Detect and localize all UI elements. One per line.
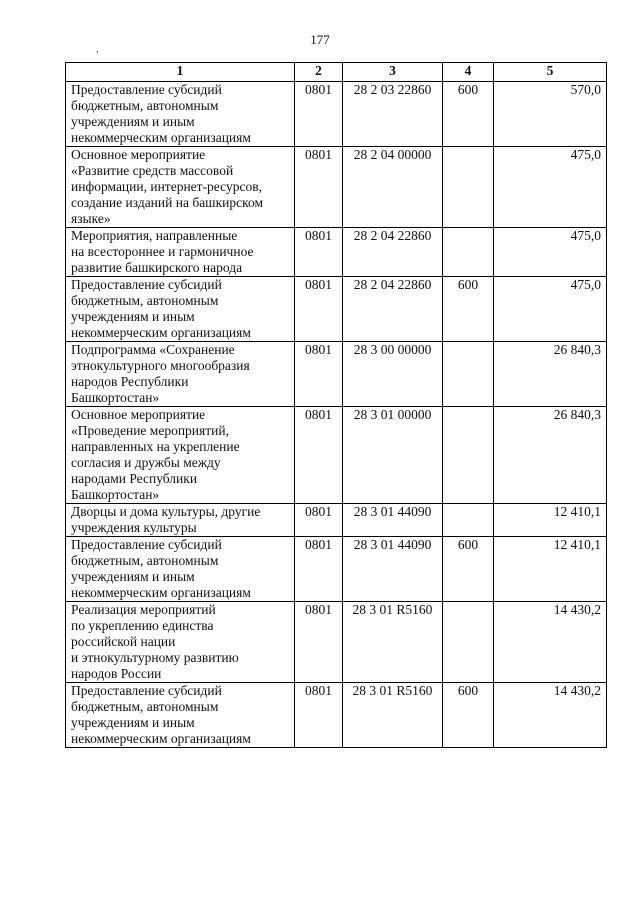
cell-section: 0801 [295, 228, 343, 277]
name-line: некоммерческим организациям [71, 585, 251, 600]
page-number: 177 [310, 32, 330, 47]
cell-amount: 14 430,2 [494, 683, 607, 748]
table-row [66, 82, 607, 147]
cell-type: 600 [443, 537, 494, 602]
name-line: бюджетным, автономным [71, 98, 219, 113]
cell-name [66, 277, 295, 342]
name-line: развитие башкирского народа [71, 260, 243, 275]
cell-name [66, 82, 295, 147]
name-line: Предоставление субсидий [71, 537, 222, 552]
cell-type [443, 504, 494, 537]
name-line: некоммерческим организациям [71, 325, 251, 340]
name-line: учреждениям и иным [71, 569, 195, 584]
cell-code: 28 3 01 44090 [343, 537, 443, 602]
table-row [66, 407, 607, 504]
name-line: Башкортостан» [71, 487, 160, 502]
header-row [66, 63, 607, 82]
name-line: Предоставление субсидий [71, 683, 222, 698]
name-line: учреждениям и иным [71, 309, 195, 324]
cell-name [66, 147, 295, 228]
name-line: языке» [71, 211, 111, 226]
name-line: Дворцы и дома культуры, другие [71, 504, 261, 519]
cell-name [66, 504, 295, 537]
name-line: учреждениям и иным [71, 715, 195, 730]
table-row [66, 537, 607, 602]
cell-amount: 475,0 [494, 147, 607, 228]
cell-type [443, 147, 494, 228]
name-line: некоммерческим организациям [71, 731, 251, 746]
table-row [66, 683, 607, 748]
cell-type [443, 342, 494, 407]
table-body [66, 82, 607, 748]
table-row [66, 277, 607, 342]
table-row [66, 504, 607, 537]
cell-code: 28 2 04 00000 [343, 147, 443, 228]
name-line: Реализация мероприятий [71, 602, 216, 617]
name-line: и этнокультурному развитию [71, 650, 239, 665]
name-line: бюджетным, автономным [71, 293, 219, 308]
cell-amount: 14 430,2 [494, 602, 607, 683]
cell-type: 600 [443, 277, 494, 342]
name-line: Основное мероприятие [71, 407, 206, 422]
name-line: Подпрограмма «Сохранение [71, 342, 235, 357]
col-header-amount: 5 [494, 63, 607, 82]
cell-code: 28 3 00 00000 [343, 342, 443, 407]
cell-name [66, 228, 295, 277]
name-line: некоммерческим организациям [71, 130, 251, 145]
cell-code: 28 2 04 22860 [343, 228, 443, 277]
table-row [66, 602, 607, 683]
name-line: по укреплению единства [71, 618, 214, 633]
cell-name [66, 407, 295, 504]
cell-amount: 570,0 [494, 82, 607, 147]
cell-code: 28 3 01 R5160 [343, 683, 443, 748]
name-line: учреждения культуры [71, 520, 197, 535]
cell-name [66, 683, 295, 748]
cell-section: 0801 [295, 537, 343, 602]
cell-section: 0801 [295, 342, 343, 407]
col-header-name: 1 [66, 63, 295, 82]
cell-type [443, 228, 494, 277]
name-line: «Проведение мероприятий, [71, 423, 229, 438]
name-line: этнокультурного многообразия [71, 358, 250, 373]
name-line: Основное мероприятие [71, 147, 206, 162]
cell-amount: 26 840,3 [494, 407, 607, 504]
cell-section: 0801 [295, 277, 343, 342]
cell-type: 600 [443, 82, 494, 147]
col-header-section: 2 [295, 63, 343, 82]
budget-table [65, 62, 607, 748]
name-line: Предоставление субсидий [71, 82, 222, 97]
cell-code: 28 2 03 22860 [343, 82, 443, 147]
cell-name [66, 602, 295, 683]
col-header-type: 4 [443, 63, 494, 82]
cell-name [66, 342, 295, 407]
cell-type: 600 [443, 683, 494, 748]
cell-code: 28 3 01 44090 [343, 504, 443, 537]
name-line: народами Республики [71, 471, 198, 486]
cell-code: 28 3 01 00000 [343, 407, 443, 504]
cell-section: 0801 [295, 504, 343, 537]
cell-section: 0801 [295, 82, 343, 147]
cell-amount: 475,0 [494, 228, 607, 277]
name-line: Башкортостан» [71, 390, 160, 405]
name-line: направленных на укрепление [71, 439, 240, 454]
table-row [66, 342, 607, 407]
cell-section: 0801 [295, 683, 343, 748]
name-line: информации, интернет-ресурсов, [71, 179, 262, 194]
cell-section: 0801 [295, 602, 343, 683]
cell-code: 28 2 04 22860 [343, 277, 443, 342]
cell-type [443, 602, 494, 683]
cell-amount: 26 840,3 [494, 342, 607, 407]
col-header-code: 3 [343, 63, 443, 82]
table-row [66, 147, 607, 228]
name-line: Мероприятия, направленные [71, 228, 238, 243]
name-line: создание изданий на башкирском [71, 195, 264, 210]
cell-section: 0801 [295, 407, 343, 504]
name-line: бюджетным, автономным [71, 553, 219, 568]
name-line: согласия и дружбы между [71, 455, 221, 470]
name-line: «Развитие средств массовой [71, 163, 234, 178]
cell-type [443, 407, 494, 504]
cell-amount: 12 410,1 [494, 504, 607, 537]
name-line: народов Республики [71, 374, 189, 389]
name-line: на всестороннее и гармоничное [71, 244, 254, 259]
name-line: учреждениям и иным [71, 114, 195, 129]
name-line: российской нации [71, 634, 176, 649]
stray-mark: , [96, 44, 99, 55]
cell-code: 28 3 01 R5160 [343, 602, 443, 683]
name-line: бюджетным, автономным [71, 699, 219, 714]
cell-amount: 12 410,1 [494, 537, 607, 602]
table-row [66, 228, 607, 277]
cell-name [66, 537, 295, 602]
cell-amount: 475,0 [494, 277, 607, 342]
cell-section: 0801 [295, 147, 343, 228]
name-line: Предоставление субсидий [71, 277, 222, 292]
name-line: народов России [71, 666, 162, 681]
